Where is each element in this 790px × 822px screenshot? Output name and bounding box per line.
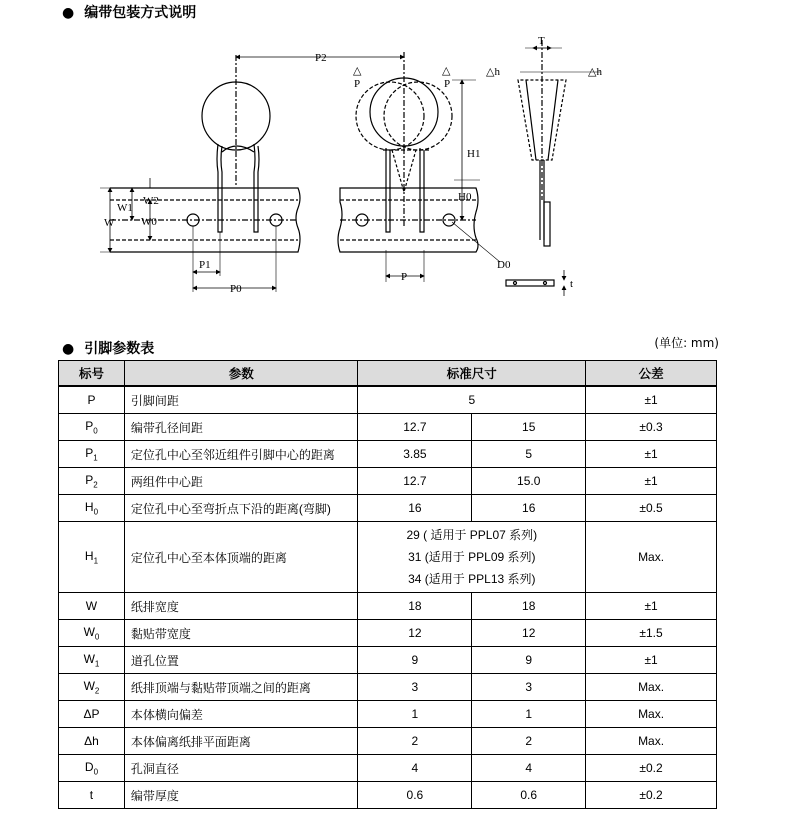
label-W1: W1 [117,202,133,214]
cell-symbol [59,755,125,782]
table-row [59,728,717,755]
cell-parameter: 定位孔中心至邻近组件引脚中心的距离 [124,441,358,468]
cell-tolerance: ±0.2 [586,755,717,782]
cell-size-2: 12 [472,620,586,647]
params-title-text: 引脚参数表 [84,341,155,357]
symbol-text: W [85,599,98,613]
cell-symbol [59,728,125,755]
cell-parameter: 本体横向偏差 [124,701,358,728]
table-row [59,647,717,674]
label-W2: W2 [143,195,159,207]
symbol-subscript: 0 [94,632,100,642]
cell-tolerance: ±1 [586,468,717,495]
cell-parameter: 纸排宽度 [124,593,358,620]
size-line: 31 (适用于 PPL09 系列) [408,550,536,564]
cell-size-2: 15.0 [472,468,586,495]
cell-size-2: 5 [472,441,586,468]
label-dh-left: △h [486,66,500,78]
size-line: 29 ( 适用于 PPL07 系列) [406,528,538,542]
symbol-text: t [89,788,94,802]
symbol-subscript: 1 [93,556,99,566]
label-D0: D0 [497,259,511,271]
cell-size-2: 15 [472,414,586,441]
table-row [59,701,717,728]
cell-size-2: 0.6 [472,782,586,809]
bullet-icon: ● [62,5,75,21]
symbol-text: W [83,651,95,666]
label-W: W [104,217,115,229]
cell-size-2: 4 [472,755,586,782]
cell-parameter: 定位孔中心至弯折点下沿的距离(弯脚) [124,495,358,522]
cell-size-2: 18 [472,593,586,620]
cell-parameter: 编带孔径间距 [124,414,358,441]
cell-tolerance: ±1 [586,647,717,674]
symbol-subscript: 0 [93,426,98,436]
label-H1: H1 [467,148,481,160]
table-row [59,674,717,701]
header-parameter: 参数 [124,361,358,387]
cell-tolerance: Max. [586,728,717,755]
symbol-text: Δh [84,734,99,748]
cell-symbol [59,674,125,701]
label-T: T [538,35,545,47]
cell-standard-size [358,522,586,593]
label-dh-right: △h [588,66,602,78]
label-P2: P2 [315,52,327,64]
cell-tolerance: ±0.2 [586,782,717,809]
cell-tolerance: ±1.5 [586,620,717,647]
symbol-text: P [87,393,96,407]
cell-size-1: 12.7 [358,468,472,495]
cell-standard-size: 5 [358,386,586,414]
header-symbol: 标号 [59,361,125,387]
label-H0: H0 [458,191,472,203]
cell-tolerance: ±0.5 [586,495,717,522]
cell-symbol [59,701,125,728]
label-W0: W0 [141,216,157,228]
label-P1: P1 [199,259,211,271]
cell-parameter: 黏贴带宽度 [124,620,358,647]
cell-symbol [59,441,125,468]
packaging-title-text: 编带包装方式说明 [84,5,197,21]
symbol-text: W [83,624,95,639]
symbol-text: W [83,678,95,693]
cell-tolerance: ±1 [586,386,717,414]
cell-size-1: 2 [358,728,472,755]
symbol-subscript: 2 [93,480,98,490]
symbol-text: P [85,445,94,460]
cell-parameter: 纸排顶端与黏贴带顶端之间的距离 [124,674,358,701]
table-row [59,593,717,620]
symbol-subscript: 2 [94,686,100,696]
cell-parameter: 两组件中心距 [124,468,358,495]
symbol-text: H [84,499,94,514]
label-dP-right-tri: △ [442,65,451,77]
pin-parameter-table [58,360,717,809]
table-row [59,495,717,522]
label-dP-left-P: P [354,78,361,90]
symbol-text: ΔP [83,707,100,721]
cell-size-1: 3.85 [358,441,472,468]
header-standard-size: 标准尺寸 [358,361,586,387]
section-title-params [62,338,154,358]
cell-size-1: 16 [358,495,472,522]
table-row [59,468,717,495]
cell-symbol [59,414,125,441]
label-t: t [570,278,574,290]
label-dP-right-P: P [444,78,451,90]
label-P-bottom: P [401,271,408,283]
header-tolerance: 公差 [586,361,717,387]
cell-symbol [59,782,125,809]
symbol-text: P [85,472,94,487]
tape-packaging-diagram [0,0,790,330]
cell-tolerance: Max. [586,674,717,701]
cell-symbol [59,593,125,620]
label-dP-left-tri: △ [353,65,362,77]
symbol-text: D [84,759,94,774]
table-row [59,414,717,441]
symbol-subscript: 0 [93,767,99,777]
table-row [59,441,717,468]
symbol-text: P [85,418,94,433]
cell-size-1: 9 [358,647,472,674]
size-line: 34 (适用于 PPL13 系列) [408,572,536,586]
table-header-row [59,361,717,387]
unit-note: (单位: mm) [654,336,719,350]
cell-symbol [59,522,125,593]
label-P0: P0 [230,283,242,295]
symbol-subscript: 1 [94,659,100,669]
cell-size-2: 1 [472,701,586,728]
cell-parameter: 定位孔中心至本体顶端的距离 [124,522,358,593]
table-row [59,620,717,647]
cell-symbol [59,386,125,414]
cell-parameter: 编带厚度 [124,782,358,809]
cell-tolerance: Max. [586,522,717,593]
cell-size-1: 18 [358,593,472,620]
cell-symbol [59,495,125,522]
cell-symbol [59,620,125,647]
table-row [59,386,717,414]
cell-size-1: 12.7 [358,414,472,441]
cell-parameter: 道孔位置 [124,647,358,674]
table-row [59,755,717,782]
table-row [59,782,717,809]
cell-size-1: 3 [358,674,472,701]
cell-size-2: 3 [472,674,586,701]
cell-symbol [59,647,125,674]
symbol-subscript: 0 [93,507,99,517]
bullet-icon: ● [62,341,75,357]
cell-parameter: 本体偏离纸排平面距离 [124,728,358,755]
cell-size-1: 12 [358,620,472,647]
cell-size-2: 9 [472,647,586,674]
cell-tolerance: ±0.3 [586,414,717,441]
symbol-text: H [84,548,94,563]
cell-size-1: 0.6 [358,782,472,809]
cell-size-1: 1 [358,701,472,728]
symbol-subscript: 1 [93,453,98,463]
cell-size-1: 4 [358,755,472,782]
cell-parameter: 引脚间距 [124,386,358,414]
cell-parameter: 孔洞直径 [124,755,358,782]
cell-size-2: 16 [472,495,586,522]
cell-symbol [59,468,125,495]
cell-tolerance: Max. [586,701,717,728]
cell-tolerance: ±1 [586,441,717,468]
cell-tolerance: ±1 [586,593,717,620]
table-row [59,522,717,593]
cell-size-2: 2 [472,728,586,755]
